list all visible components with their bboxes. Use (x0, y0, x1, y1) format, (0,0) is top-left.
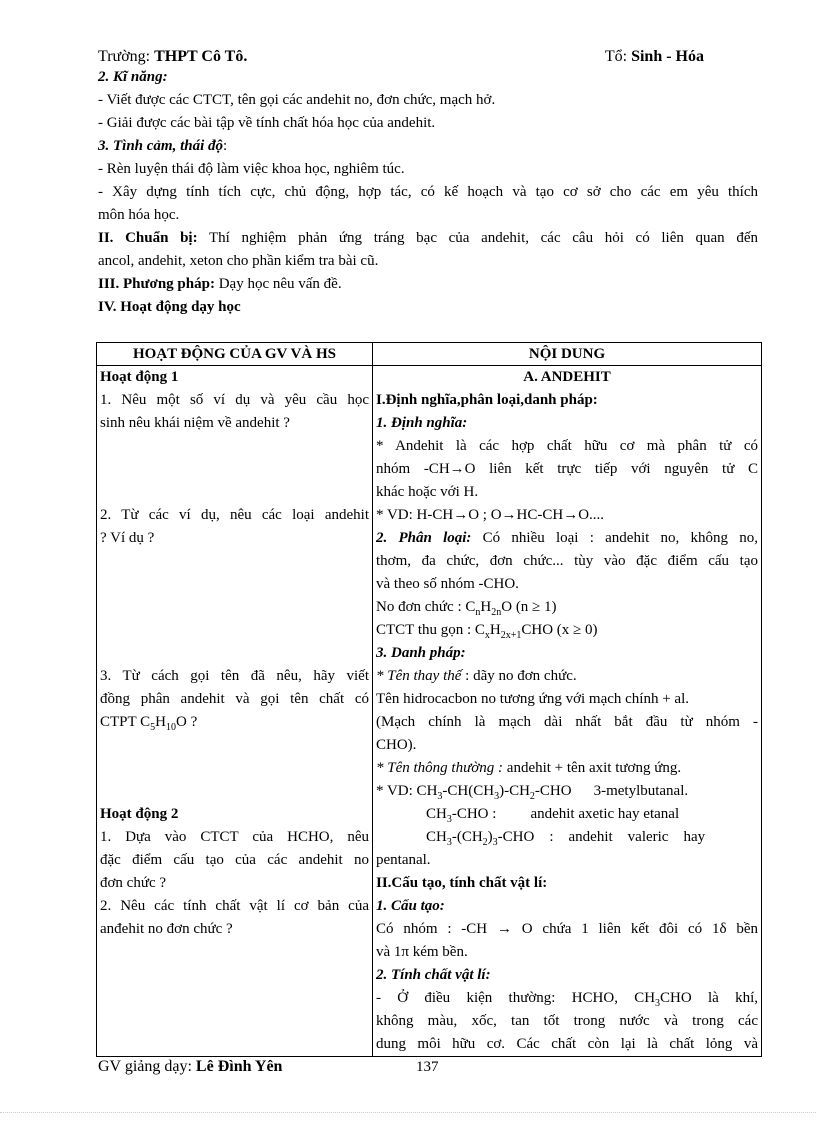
school-label: Trường: (98, 48, 151, 65)
activity-2-title: Hoạt động 2 (100, 806, 179, 822)
phy-a: - Ở điều kiện thường: HCHO, $CH_3CHO$ là khí, (376, 990, 758, 1009)
dept-name: Sinh - Hóa (631, 48, 704, 65)
sub-a: Tên hidrocacbon no tương ứng với mạch chính + al. (376, 691, 690, 707)
col-left-header: HOẠT ĐỘNG CỦA GV VÀ HS (97, 343, 373, 366)
formula-1: No đơn chức : $C_nH_{2n}O$ (n ≥ 1) (376, 599, 557, 618)
activity-1-title: Hoạt động 1 (100, 369, 179, 385)
def-c: khác hoặc với H. (376, 484, 479, 500)
physical-title: 2. Tính chất vật lí: (376, 967, 491, 983)
section-a-title: A. ANDEHIT (523, 369, 611, 385)
example-1: * VD: $CH_3-CH(CH_3)-CH_2$-CHO 3-metylbutanal. (376, 783, 689, 802)
classification-title: 2. Phân loại: (376, 530, 472, 546)
school-name: THPT Cô Tô. (154, 48, 248, 65)
attitude-title: 3. Tình cảm, thái độ (98, 138, 224, 154)
page-bottom-divider (0, 1112, 816, 1113)
col-right-header: NỘI DUNG (373, 343, 762, 366)
phy-b: không màu, xốc, tan tốt trong nước và trong các (376, 1013, 758, 1029)
prep-text-b: ancol, andehit, xeton cho phần kiểm tra bài cũ. (98, 253, 379, 269)
teacher-name: Lê Đình Yên (195, 1058, 283, 1075)
dept-label: Tổ: (604, 48, 628, 65)
page-footer (98, 1058, 758, 1078)
q1b: sinh nêu khái niệm về andehit ? (100, 415, 290, 431)
sub-b: (Mạch chính là mạch dài nhất bắt đầu từ nhóm - (376, 714, 758, 730)
classification-line: 2. Phân loại: Có nhiều loại : andehit no, không no, (376, 530, 758, 546)
skills-title: 2. Kĩ năng: (98, 69, 168, 85)
substitutive-name: * Tên thay thế : dãy no đơn chức. (376, 668, 577, 684)
q4b: đặc điểm cấu tạo của các andehit no (100, 852, 369, 868)
q5b: anđehit no đơn chức ? (100, 921, 233, 937)
phy-c: dung môi hữu cơ. Các chất còn lại là chất lỏng và (376, 1036, 758, 1052)
lesson-table (96, 342, 762, 1057)
example-3: $CH_3-(CH_2)_3$-CHO : andehit valeric hay (426, 829, 706, 848)
section-i-title: I.Định nghĩa,phân loại,danh pháp: (376, 392, 598, 408)
example-3b: pentanal. (376, 852, 431, 868)
page-header (98, 48, 704, 68)
str-b: và 1π kém bền. (376, 944, 468, 960)
q1a: 1. Nêu một số ví dụ và yêu cầu học (100, 392, 369, 408)
str-a: Có nhóm : -CH → O chứa 1 liên kết đôi có 1δ bền (376, 921, 758, 937)
right-cell (373, 366, 762, 1057)
department (605, 48, 704, 66)
q2a: 2. Từ các ví dụ, nêu các loại andehit (100, 507, 369, 523)
nomenclature-title: 3. Danh pháp: (376, 645, 466, 661)
table-body-row (97, 366, 762, 1057)
def-b: nhóm -CH→O liên kết trực tiếp với nguyên tử C (376, 461, 758, 477)
method-line (98, 273, 758, 296)
example-2: $CH_3$-CHO : andehit axetic hay etanal (426, 806, 680, 825)
prep-text-a: Thí nghiệm phản ứng tráng bạc của andehit, các câu hỏi có liên quan đến (197, 230, 758, 246)
q3a: 3. Từ cách gọi tên đã nêu, hãy viết (100, 668, 369, 684)
attitude-2b: môn hóa học. (98, 207, 180, 223)
cls-b: thơm, đa chức, đơn chức... tùy vào đặc điểm cấu tạo (376, 553, 758, 569)
attitude-heading (98, 135, 758, 158)
structure-title: 1. Cấu tạo: (376, 898, 445, 914)
sub-c: CHO). (376, 737, 417, 753)
q2b: ? Ví dụ ? (100, 530, 155, 546)
skill-1: - Viết được các CTCT, tên gọi các andehit no, đơn chức, mạch hở. (98, 92, 496, 108)
attitude-2a: - Xây dựng tính tích cực, chủ động, hợp tác, có kế hoạch và tạo cơ sở cho các em yêu thích (98, 184, 758, 200)
left-cell (97, 366, 373, 1057)
cls-c: và theo số nhóm -CHO. (376, 576, 519, 592)
q3c: CTPT $C_5H_{10}O$ ? (100, 714, 198, 733)
formula-2: CTCT thu gọn : $C_xH_{2x+1}CHO$ (x ≥ 0) (376, 622, 598, 641)
def-example: * VD: H-CH→O ; O→HC-CH→O.... (376, 507, 605, 523)
method-text: Dạy học nêu vấn đề. (214, 276, 342, 292)
section-ii-title: II.Cấu tạo, tính chất vật lí: (376, 875, 548, 891)
prep-line-1 (98, 227, 758, 250)
prep-title: II. Chuẩn bị: (98, 230, 198, 246)
attitude-1: - Rèn luyện thái độ làm việc khoa học, nghiêm túc. (98, 161, 405, 177)
teacher-label: GV giảng dạy: (98, 1058, 192, 1075)
method-title: III. Phương pháp: (98, 276, 215, 292)
q4c: đơn chức ? (100, 875, 167, 891)
skill-2: - Giải được các bài tập về tính chất hóa học của andehit. (98, 115, 436, 131)
q5a: 2. Nêu các tính chất vật lí cơ bản của (100, 898, 369, 914)
table-header-row (97, 343, 762, 366)
page-number: 137 (416, 1059, 439, 1075)
common-name: * Tên thông thường : andehit + tên axit tương ứng. (376, 760, 682, 776)
q3b: đồng phân andehit và gọi tên chất có (100, 691, 369, 707)
attitude-colon: : (223, 138, 228, 154)
def-a: * Andehit là các hợp chất hữu cơ mà phân tử có (376, 438, 758, 454)
activity-title: IV. Hoạt động dạy học (98, 299, 241, 315)
definition-title: 1. Định nghĩa: (376, 415, 468, 431)
q4a: 1. Dựa vào CTCT của HCHO, nêu (100, 829, 369, 845)
intro-section (98, 66, 758, 319)
